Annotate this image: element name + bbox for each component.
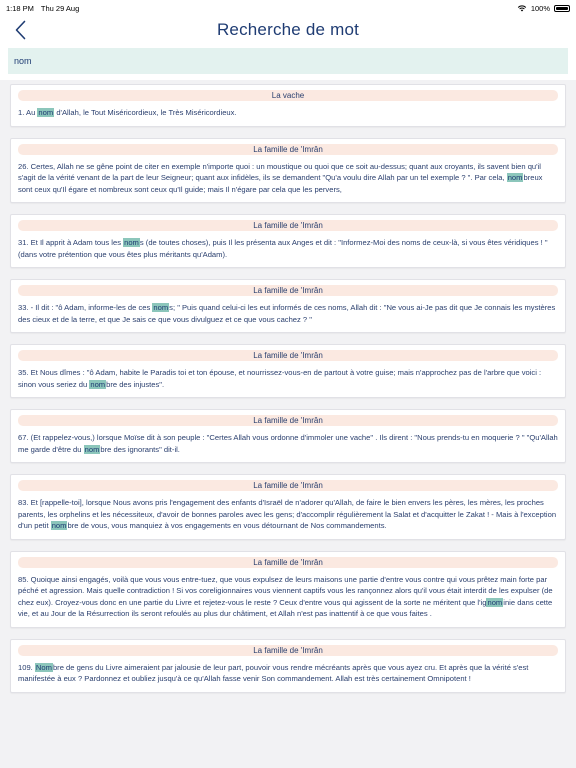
verse-fragment: bre des ignorants" dit-il. <box>100 444 180 454</box>
status-time: 1:18 PM <box>6 3 34 13</box>
result-card[interactable] <box>10 138 566 204</box>
surah-name: La famille de 'Imrân <box>18 480 558 491</box>
surah-name: La famille de 'Imrân <box>18 350 558 361</box>
search-highlight: nom <box>153 303 169 312</box>
verse-fragment: bre de vous, vous manquiez à vos engagements en vous détournant de Nos commandements. <box>67 521 387 530</box>
verse-fragment: d'Allah, le Tout Miséricordieux, le Très Miséricordieux. <box>54 108 237 117</box>
navigation-bar <box>0 14 576 46</box>
search-highlight: nom <box>51 521 67 530</box>
verse-fragment: 109. <box>18 662 35 672</box>
verse-fragment: 26. Certes, Allah ne se gêne point de citer en exemple n'importe quoi : un moustique ou quoi que ce soit au-dessus; quant aux croyants, ils savent bien qu'il s'agit de la vérité venant de la part de leur Seigneur; quant aux infidèles, ils se demandent "Qu'a voulu dire Allah par un tel exemple ? ". Par cela, <box>18 161 541 182</box>
search-highlight: nom <box>487 597 503 607</box>
result-card[interactable] <box>10 551 566 628</box>
search-container <box>0 46 576 80</box>
status-date: Thu 29 Aug <box>40 3 80 13</box>
surah-name: La famille de 'Imrân <box>18 415 558 426</box>
verse-text <box>18 574 558 620</box>
result-card[interactable] <box>10 84 566 127</box>
surah-name: La famille de 'Imrân <box>18 645 558 656</box>
result-card[interactable] <box>10 214 566 268</box>
verse-fragment: 67. (Et rappelez-vous,) lorsque Moïse dit à son peuple : "Certes Allah vous ordonne d'immoler une vache" . Ils dirent : "Nous prends-tu en moquerie ? " "Qu'Allah me garde d'être du <box>18 433 558 454</box>
verse-text <box>18 497 558 532</box>
wifi-icon <box>517 4 527 12</box>
verse-fragment: 35. Et Nous dîmes : "ô Adam, habite le Paradis toi et ton épouse, et nourrissez-vous-en de partout à votre guise; mais n'approchez pas de l'arbre que voici : sinon vous seriez du <box>18 368 542 389</box>
verse-text <box>18 662 558 685</box>
surah-name: La vache <box>18 90 558 101</box>
status-right <box>517 4 570 13</box>
battery-icon <box>554 5 570 12</box>
verse-fragment: s; " Puis quand celui-ci les eut informés de ces noms, Allah dit : "Ne vous ai-Je pas dit que Je connais les mystères des cieux et de la terre, et que Je sais ce que vous divulguez et ce que vous cachez ? " <box>18 303 556 324</box>
verse-text <box>18 302 558 325</box>
status-left <box>6 4 84 13</box>
results-list[interactable] <box>0 80 576 708</box>
verse-fragment: inie dans cette vie, et au Jour de la Résurrection ils seront refoulés au plus dur châtiment, et Allah n'est pas inattentif à ce que vous faites . <box>18 597 553 618</box>
verse-fragment: s (de toutes choses), puis Il les présenta aux Anges et dit : "Informez-Moi des noms de ceux-là, si vous êtes véridiques ! " (dans votre prétention que vous êtes plus méritants qu'Adam). <box>18 238 548 259</box>
search-highlight: nom <box>90 379 106 389</box>
chevron-left-icon <box>15 20 26 40</box>
verse-fragment: breux sont ceux qu'Il égare et nombreux sont ceux qu'Il guide; mais Il n'égare par cela que les pervers, <box>18 173 543 194</box>
search-input[interactable] <box>8 48 568 74</box>
surah-name: La famille de 'Imrân <box>18 220 558 231</box>
verse-text <box>18 432 558 455</box>
verse-fragment: bre des injustes". <box>106 379 165 389</box>
back-button[interactable] <box>10 18 30 42</box>
status-bar <box>0 0 576 14</box>
verse-text <box>18 237 558 260</box>
verse-fragment: bre de gens du Livre aimeraient par jalousie de leur part, pouvoir vous rendre mécréants après que vous ayez cru. Et après que la vérité s'est manifestée à eux ? Pardonnez et oubliez jusqu'à ce qu'Allah fasse venir Son commandement. Allah est très certainement Omnipotent ! <box>18 662 529 683</box>
surah-name: La famille de 'Imrân <box>18 285 558 296</box>
surah-name: La famille de 'Imrân <box>18 557 558 568</box>
search-highlight: nom <box>507 173 523 182</box>
search-highlight: nom <box>84 444 100 454</box>
verse-fragment: 83. Et [rappelle-toi], lorsque Nous avons pris l'engagement des enfants d'Israël de n'adorer qu'Allah, de faire le bien envers les pères, les mères, les proches parents, les orphelins et les nécessiteux, d'avoir de bonnes paroles avec les gens; d'accomplir régulièrement la Salat et d'acquitter le Zakat ! - Mais à l'exception d'un petit <box>18 498 557 530</box>
result-card[interactable] <box>10 474 566 540</box>
page-title: Recherche de mot <box>216 20 360 39</box>
surah-name: La famille de 'Imrân <box>18 144 558 155</box>
search-highlight: Nom <box>35 662 52 672</box>
verse-text <box>18 107 558 119</box>
search-highlight: nom <box>124 238 139 247</box>
verse-fragment: 31. Et Il apprit à Adam tous les <box>18 238 124 247</box>
result-card[interactable] <box>10 409 566 463</box>
verse-fragment: 85. Quoique ainsi engagés, voilà que vous vous entre-tuez, que vous expulsez de leurs maisons une partie d'entre vous contre qui vous prêtez main forte par péché et agression. Mais quelle contradiction ! Si vos coreligionnaires vous viennent captifs vous les rançonnez alors qu'il vous était interdit de les expulser (de chez eux). Croyez-vous donc en une partie du Livre et rejetez-vous le reste ? Ceux d'entre vous qui agissent de la sorte ne méritent que l'ig <box>18 574 553 607</box>
verse-text <box>18 161 558 196</box>
search-highlight: nom <box>38 108 54 117</box>
result-card[interactable] <box>10 344 566 398</box>
verse-fragment: 33. - Il dit : "ô Adam, informe-les de ces <box>18 303 153 312</box>
verse-fragment: 1. Au <box>18 108 38 117</box>
result-card[interactable] <box>10 639 566 693</box>
result-card[interactable] <box>10 279 566 333</box>
verse-text <box>18 367 558 390</box>
battery-percent: 100% <box>530 3 550 13</box>
